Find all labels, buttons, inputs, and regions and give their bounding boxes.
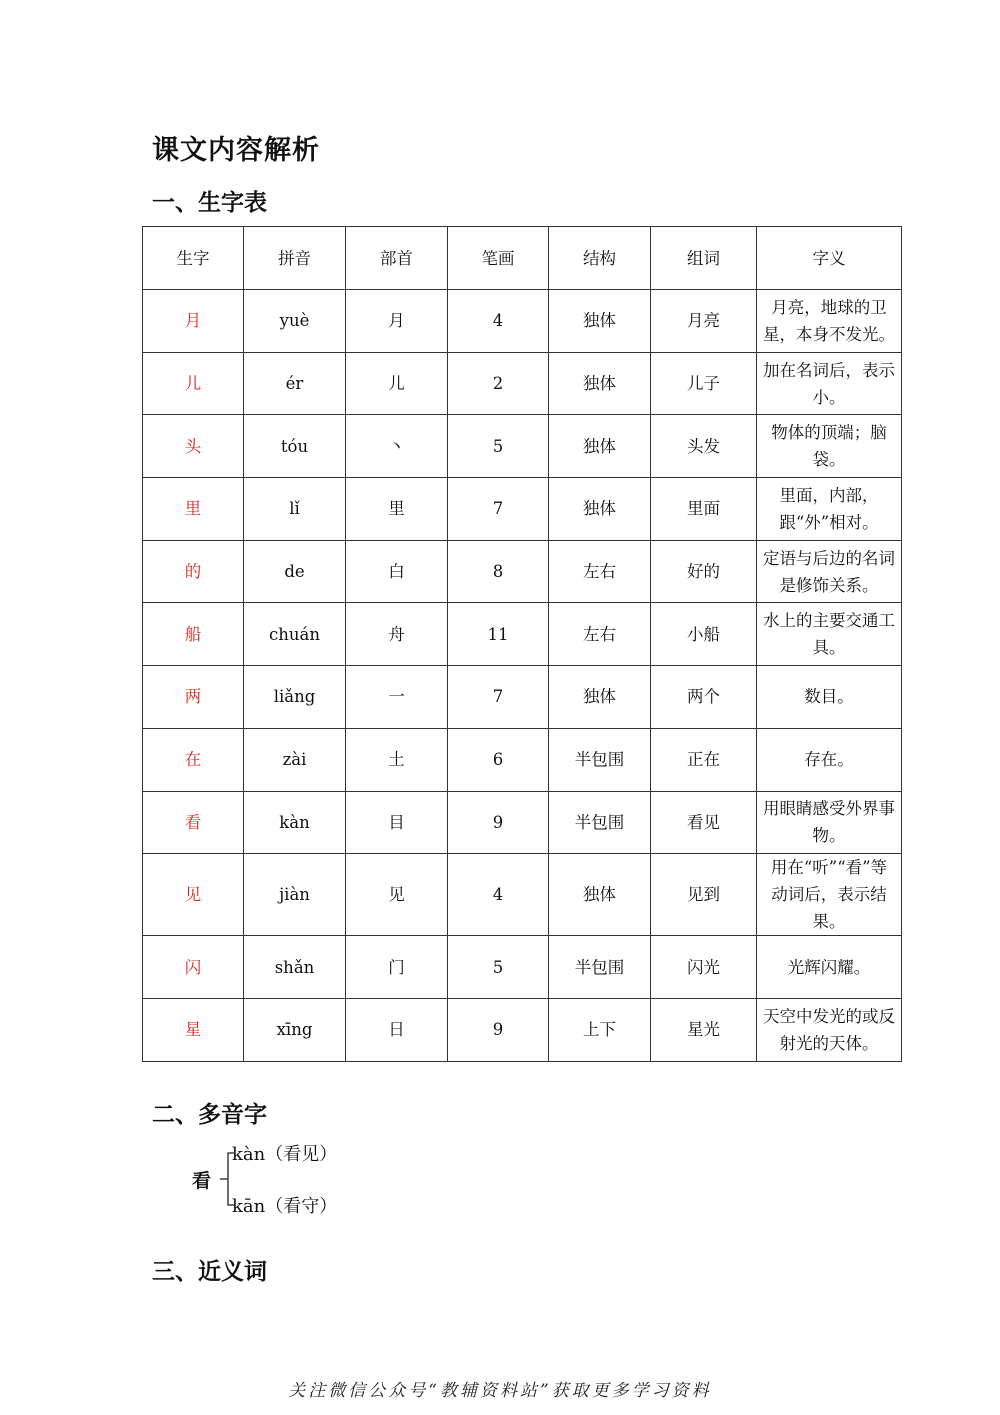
table-row: [143, 854, 902, 936]
structure-cell: 上下: [549, 998, 651, 1061]
structure-cell: 独体: [549, 854, 651, 936]
pinyin-cell: de: [244, 540, 346, 603]
strokes-cell: 8: [448, 540, 549, 603]
strokes-cell: 5: [448, 415, 549, 478]
word-cell: 里面: [651, 478, 757, 541]
polyphone-character: 看: [192, 1170, 212, 1192]
pinyin-cell: tóu: [244, 415, 346, 478]
word-cell: 头发: [651, 415, 757, 478]
structure-cell: 半包围: [549, 728, 651, 791]
meaning-cell: 月亮，地球的卫星，本身不发光。: [757, 290, 902, 353]
polyphone-reading: kàn（看见）: [232, 1144, 338, 1165]
pinyin-cell: zài: [244, 728, 346, 791]
meaning-cell: 数目。: [757, 666, 902, 729]
character-cell: 闪: [143, 936, 244, 999]
meaning-cell: 定语与后边的名词是修饰关系。: [757, 540, 902, 603]
strokes-cell: 9: [448, 998, 549, 1061]
pinyin-cell: ér: [244, 352, 346, 415]
structure-cell: 独体: [549, 478, 651, 541]
structure-cell: 左右: [549, 540, 651, 603]
pinyin-cell: shǎn: [244, 936, 346, 999]
strokes-cell: 7: [448, 666, 549, 729]
meaning-cell: 用眼睛感受外界事物。: [757, 791, 902, 854]
strokes-cell: 4: [448, 290, 549, 353]
section-heading-new-characters: 一、生字表: [152, 189, 267, 216]
header-cell: 生字: [143, 227, 244, 290]
radical-cell: 见: [346, 854, 448, 936]
character-cell: 的: [143, 540, 244, 603]
table-row: [143, 415, 902, 478]
character-cell: 两: [143, 666, 244, 729]
table-header-row: [143, 227, 902, 290]
header-cell: 笔画: [448, 227, 549, 290]
meaning-cell: 光辉闪耀。: [757, 936, 902, 999]
character-cell: 星: [143, 998, 244, 1061]
header-cell: 结构: [549, 227, 651, 290]
structure-cell: 半包围: [549, 791, 651, 854]
pinyin-cell: kàn: [244, 791, 346, 854]
word-cell: 小船: [651, 603, 757, 666]
table-row: [143, 290, 902, 353]
strokes-cell: 11: [448, 603, 549, 666]
character-cell: 头: [143, 415, 244, 478]
table-row: [143, 936, 902, 999]
polyphone-group: [190, 1140, 390, 1220]
strokes-cell: 2: [448, 352, 549, 415]
radical-cell: 目: [346, 791, 448, 854]
radical-cell: 土: [346, 728, 448, 791]
meaning-cell: 用在“听”“看”等动词后，表示结果。: [757, 854, 902, 936]
section-heading-polyphones: 二、多音字: [152, 1101, 267, 1128]
meaning-cell: 水上的主要交通工具。: [757, 603, 902, 666]
word-cell: 正在: [651, 728, 757, 791]
radical-cell: 一: [346, 666, 448, 729]
table-row: [143, 540, 902, 603]
header-cell: 字义: [757, 227, 902, 290]
word-cell: 闪光: [651, 936, 757, 999]
character-cell: 在: [143, 728, 244, 791]
meaning-cell: 存在。: [757, 728, 902, 791]
pinyin-cell: liǎng: [244, 666, 346, 729]
table-row: [143, 352, 902, 415]
pinyin-cell: lǐ: [244, 478, 346, 541]
word-cell: 看见: [651, 791, 757, 854]
structure-cell: 独体: [549, 290, 651, 353]
strokes-cell: 9: [448, 791, 549, 854]
word-cell: 见到: [651, 854, 757, 936]
radical-cell: 舟: [346, 603, 448, 666]
header-cell: 部首: [346, 227, 448, 290]
polyphone-reading: kān（看守）: [232, 1196, 338, 1217]
header-cell: 拼音: [244, 227, 346, 290]
character-cell: 月: [143, 290, 244, 353]
radical-cell: 儿: [346, 352, 448, 415]
meaning-cell: 物体的顶端；脑袋。: [757, 415, 902, 478]
pinyin-cell: xīng: [244, 998, 346, 1061]
radical-cell: 丶: [346, 415, 448, 478]
strokes-cell: 4: [448, 854, 549, 936]
word-cell: 两个: [651, 666, 757, 729]
structure-cell: 半包围: [549, 936, 651, 999]
table-row: [143, 666, 902, 729]
meaning-cell: 加在名词后，表示小。: [757, 352, 902, 415]
structure-cell: 独体: [549, 352, 651, 415]
section-heading-synonyms: 三、近义词: [152, 1258, 267, 1285]
meaning-cell: 天空中发光的或反射光的天体。: [757, 998, 902, 1061]
strokes-cell: 6: [448, 728, 549, 791]
table-row: [143, 791, 902, 854]
radical-cell: 里: [346, 478, 448, 541]
pinyin-cell: yuè: [244, 290, 346, 353]
character-cell: 儿: [143, 352, 244, 415]
structure-cell: 独体: [549, 415, 651, 478]
pinyin-cell: chuán: [244, 603, 346, 666]
word-cell: 星光: [651, 998, 757, 1061]
table-row: [143, 998, 902, 1061]
table-row: [143, 478, 902, 541]
radical-cell: 日: [346, 998, 448, 1061]
table-row: [143, 728, 902, 791]
character-cell: 见: [143, 854, 244, 936]
strokes-cell: 5: [448, 936, 549, 999]
structure-cell: 独体: [549, 666, 651, 729]
character-cell: 看: [143, 791, 244, 854]
footer-note: 关注微信公众号“教辅资料站”获取更多学习资料: [288, 1381, 712, 1401]
radical-cell: 门: [346, 936, 448, 999]
pinyin-cell: jiàn: [244, 854, 346, 936]
strokes-cell: 7: [448, 478, 549, 541]
character-cell: 船: [143, 603, 244, 666]
character-cell: 里: [143, 478, 244, 541]
structure-cell: 左右: [549, 603, 651, 666]
word-cell: 好的: [651, 540, 757, 603]
character-table: [142, 226, 902, 1062]
word-cell: 儿子: [651, 352, 757, 415]
table-row: [143, 603, 902, 666]
meaning-cell: 里面，内部，跟“外”相对。: [757, 478, 902, 541]
table-body: [143, 290, 902, 1062]
radical-cell: 月: [346, 290, 448, 353]
word-cell: 月亮: [651, 290, 757, 353]
header-cell: 组词: [651, 227, 757, 290]
radical-cell: 白: [346, 540, 448, 603]
page-title: 课文内容解析: [152, 135, 320, 166]
